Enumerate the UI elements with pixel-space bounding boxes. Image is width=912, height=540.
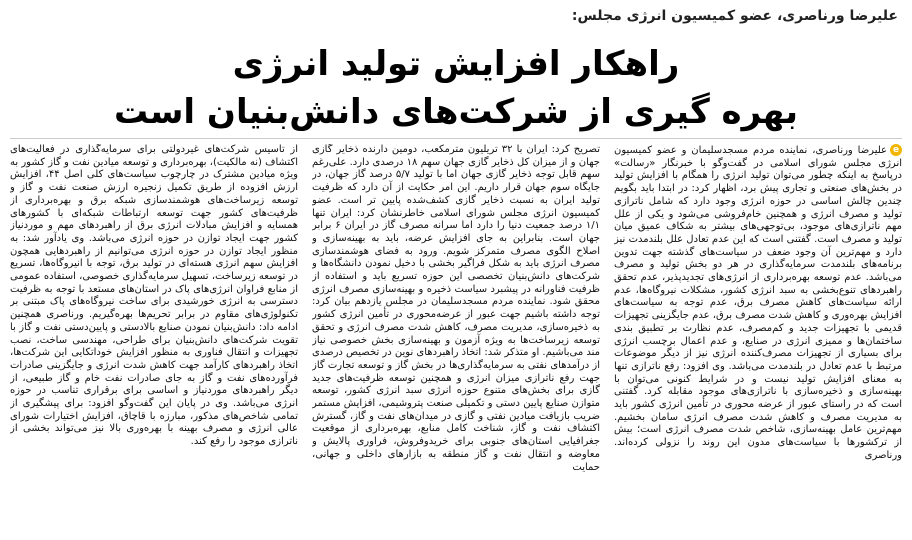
body-column-1-text: علیرضا ورناصری، نماینده مردم مسجدسلیمان و عضو کمیسیون انرژی مجلس شورای اسلامی در گفت‌وگو با خبرنگار «رسالت» درپاسخ به اینکه چطور می‌توان تولید انرژی را همگام با افزایش تولید در بخش‌های صنعتی و تجاری پیش برد، اظهار کرد: در ابتدا باید بگویم چندین چالش اساسی در حوزه انرژی وجود دارد که شامل ناترازی تولید و مصرف انرژی و همچنین خام‌فروشی می‌شود و یکی از علل مهم ناترازی‌های موجود، بی‌توجهی‌های بیشتر به شکاف عمیق میان تولید و مصرف است. گفتنی است که این عدم تعادل علل بلندمدت نیز دارد و مهم‌ترین آن وجود ضعف در سیاست‌های گذشته جهت تدوین برنامه‌های بلندمدت سرمایه‌گذاری در هر دو بخش تولید و مصرف می‌باشد. عدم توسعه بهره‌برداری از انرژی‌های تجدیدپذیر، عدم تحقق راهبردهای تنوع‌بخشی به سبد انرژی کشور، مشکلات نیروگاه‌ها، عدم ارائه سیاست‌های کاهش مصرف برق، عدم توجه به سیاست‌های افزایش بهره‌وری و کاهش شدت مصرف برق، عدم جایگزینی تجهیزات قدیمی با تجهیزات جدید و کم‌مصرف، عدم نظارت بر تطبیق بندی ساختمان‌ها و ممیزی انرژی در صنایع، و عدم اعمال برچسب انرژی برای بسیاری از تجهیزات مصرف‌کننده انرژی نیز از دیگر موضوعات مرتبط با عدم تعادل در بلندمدت می‌باشد. وی افزود: رفع ناترازی تنها به معنای افزایش تولید نیست و در شرایط کنونی می‌توان با بهینه‌سازی و ذخیره‌سازی با ناترازی‌های موجود مقابله کرد. گفتنی است که در راستای عبور از عرضه محوری در تأمین انرژی کشور باید به مدیریت مصرف و کاهش شدت مصرف انرژی سامان بخشیم. مهم‌ترین عامل بهینه‌سازی، شاخص شدت مصرف انرژی است؛ بیش از ترکشورها با سیاست‌های مدون این روند را نزولی کرده‌اند. ورناصری	[614, 145, 902, 461]
body-column-2-text: تصریح کرد: ایران با ۳۲ تریلیون مترمکعب، دومین دارنده ذخایر گازی جهان و از میزان کل ذخایر گازی جهان سهم ۱۸ درصدی دارد. علی‌رغم سهم قابل توجه ذخایر گازی جهان اما با تولید ۵/۷ درصد گاز جهان، در جایگاه سوم جهان قرار داریم. این امر حکایت از آن دارد که ظرفیت تولید ایران به نسبت ذخایر گازی کشف‌شده پایین تر است. عضو کمیسیون انرژی مجلس شورای اسلامی خاطرنشان کرد: ایران تنها ۱/۱ درصد جمعیت دنیا را دارد اما سرانه مصرف گاز در ایران ۶ برابر جهان است. بنابراین به جای افزایش عرضه، باید به بهینه‌سازی و اصلاح الگوی مصرف متمرکز شویم. ورود به فضای هوشمندسازی مصرف انرژی باید به شکل فراگیر بخشی با دخیل نمودن دانشگاه‌ها و شرکت‌های دانش‌بنیان تخصصی این حوزه تسریع باید و استفاده از ظرفیت فناورانه در پیشبرد سیاست ذخیره و بهینه‌سازی مصرف انرژی محقق شود. نماینده مردم مسجدسلیمان در مجلس یازدهم بیان کرد: توجه داشته باشیم جهت عبور از عرضه‌محوری در تأمین انرژی کشور به ذخیره‌سازی، مدیریت مصرف، کاهش شدت مصرف انرژی و تحقق توسعه زیرساخت‌ها به ویژه آزمون و بهینه‌سازی بخش خصوصی نیاز مند می‌باشیم. او متذکر شد: اتخاذ راهبردهای نوین در تخصیص درصدی از درآمدهای نفتی به سرمایه‌گذاری‌ها در بخش گاز و توسعه تجارت گاز جهت رفع ناترازی میزان انرژی و همچنین توسعه ظرفیت‌های جدید گازی برای بخش‌های متنوع حوزه انرژی سبد انرژی کشور، توسعه متوازن صنایع پایین دستی و تکمیلی صنعت پتروشیمی، افزایش مستمر ضریب بازیافت میادین نفتی و گازی در میدان‌های نفت و گاز، گسترش اکتشاف نفت و گاز، شناخت کامل منابع، بهره‌برداری از موقعیت جغرافیایی استان‌های جنوبی برای خریدوفروش، فراوری پالایش و معاوضه و انتقال نفت و گاز منطقه به بازارهای داخلی و جهانی، حمایت	[312, 144, 600, 473]
article-body	[10, 144, 902, 536]
body-column-3	[10, 144, 298, 536]
article-kicker: علیرضا ورناصری، عضو کمیسیون انرژی مجلس:	[571, 8, 898, 24]
body-column-1	[614, 144, 902, 536]
publication-logo-icon: e	[890, 144, 902, 156]
headline-line-2: بهره گیری از شرکت‌های دانش‌بنیان است	[114, 92, 798, 132]
body-column-3-text: از تأسیس شرکت‌های غیردولتی برای سرمایه‌گذاری در فعالیت‌های اکتشاف (نه مالکیت)، بهره‌برداری و توسعه میادین نفت و گاز کشور به ویژه میادین مشترک در چارچوب سیاست‌های کلی اصل ۴۴، افزایش ارزش افزوده از طریق تکمیل زنجیره ارزش صنعت نفت و گاز و توسعه زیرساخت‌های هوشمندسازی شبکه برق و بهره‌برداری از ظرفیت‌های کشور جهت توسعه ارتباطات شبکه‌ای با کشورهای همسایه و افزایش مبادلات انرژی برق از راهبردهای مهم و موردنیاز کشور جهت ایجاد توازن در حوزه انرژی می‌باشد. وی یادآور شد: به منظور ایجاد توازن در حوزه انرژی می‌توانیم از راهبردهایی همچون افزایش سهم انرژی هسته‌ای در تولید برق، توجه با انیروگاه‌ها، تسریع در توسعه زیرساخت، تسهیل سرمایه‌گذاری خصوصی، استفاده عمومی از منابع فراوان انرژی‌های پاک در استان‌های مستعد با توجه به ظرفیت دسترسی به انرژی خورشیدی برای ساخت نیروگاه‌های پاک مبتنی بر تکنولوژی‌های مقاوم در برابر تحریم‌ها بهره‌گیریم. ورناصری همچنین ادامه داد: دانش‌بنیان نمودن صنایع بالادستی و پایین‌دستی نفت و گاز با تقویت شرکت‌های دانش‌بنیان برای طراحی، مهندسی ساخت، نصب تجهیزات و انتقال فناوری به منظور افزایش خوداتکایی این شرکت‌ها، اتخاذ راهبردهای کارآمد جهت کاهش شدت انرژی و جایگزینی صادرات فرآورده‌های نفت و گاز به جای صادرات نفت خام و گاز طبیعی، از دیگر راهبردهای موردنیاز و اساسی برای برقراری تناسب در حوزه انرژی می‌باشد. وی در پایان این گفت‌وگو افزود: برای پیشگیری از تمامی شاخص‌های مذکور، مبارزه با قاچاق، افزایش اختیارات شورای عالی انرژی و مصرف بهینه با بهره‌وری بالا نیز می‌تواند بخشی از ناترازی موجود را رفع کند.	[10, 144, 298, 448]
headline-divider	[10, 138, 902, 139]
headline-line-1: راهکار افزایش تولید انرژی	[232, 44, 680, 84]
body-column-2	[312, 144, 600, 536]
